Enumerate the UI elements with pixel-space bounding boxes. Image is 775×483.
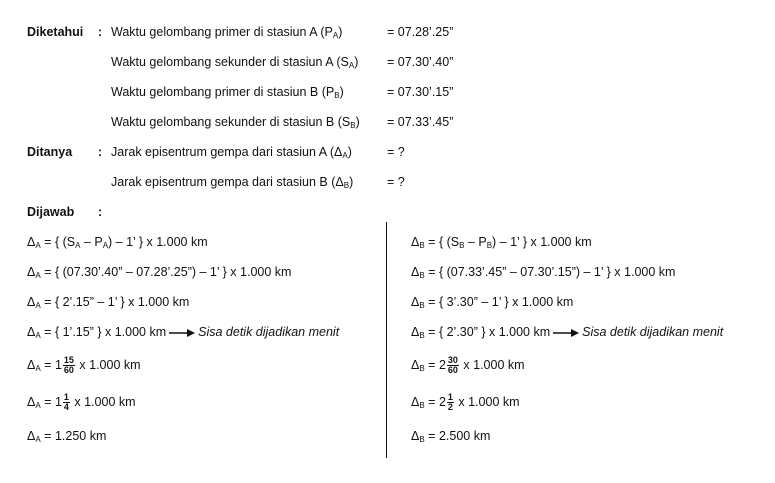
answer-colon: : bbox=[98, 205, 103, 219]
right-step-2: $\Delta_B$ = { (07.33’.45” – 07.30’.15”) – 1’ } x 1.000 km bbox=[411, 265, 676, 280]
left-step-1: $\Delta_A$ = { $(S_A - P_A) - 1$’ } x 1.000 km bbox=[27, 235, 208, 250]
answer-heading: Dijawab bbox=[27, 205, 75, 219]
right-step-7: $\Delta_B = 2.500$ km bbox=[411, 429, 491, 444]
given-row-3-label: Waktu gelombang primer di stasiun B $(P_B)$ bbox=[111, 85, 344, 100]
left-fraction-1: $\frac{15}{60}$ bbox=[63, 355, 74, 376]
left-step-6: $\Delta_A = 1$ $\frac{1}{4}$ x 1.000 km bbox=[27, 392, 136, 413]
left-fraction-2: $\frac{1}{4}$ bbox=[63, 392, 69, 413]
given-row-2-label: Waktu gelombang sekunder di stasiun A $(S_A)$ bbox=[111, 55, 359, 70]
left-step-3: $\Delta_A$ = { 2’.15” – 1’ } x 1.000 km bbox=[27, 295, 190, 310]
arrow-right-icon bbox=[553, 328, 579, 338]
asked-row-2-value: = ? bbox=[387, 175, 405, 189]
given-row-1-label: Waktu gelombang primer di stasiun A $(P_A)$ bbox=[111, 25, 343, 40]
given-row-1-value: = 07.28’.25” bbox=[387, 25, 454, 39]
asked-heading: Ditanya bbox=[27, 145, 73, 159]
right-step-4: $\Delta_B$ = { 2’.30” } x 1.000 km Sisa detik dijadikan menit bbox=[411, 325, 724, 340]
left-step-7: $\Delta_A = 1.250$ km bbox=[27, 429, 107, 444]
right-fraction-1: $\frac{30}{60}$ bbox=[447, 355, 458, 376]
asked-row-2-label: Jarak episentrum gempa dari stasiun B $(\Delta_B)$ bbox=[111, 175, 354, 190]
left-step-4: $\Delta_A$ = { 1’.15” } x 1.000 km Sisa detik dijadikan menit bbox=[27, 325, 340, 340]
right-note: Sisa detik dijadikan menit bbox=[582, 325, 724, 339]
left-step-5: $\Delta_A = 1$ $\frac{15}{60}$ x 1.000 km bbox=[27, 355, 141, 376]
left-step-2: $\Delta_A$ = { (07.30’.40” – 07.28’.25”) – 1’ } x 1.000 km bbox=[27, 265, 292, 280]
right-step-6: $\Delta_B = 2$ $\frac{1}{2}$ x 1.000 km bbox=[411, 392, 520, 413]
column-divider bbox=[386, 222, 387, 458]
given-row-4-value: = 07.33’.45” bbox=[387, 115, 454, 129]
arrow-right-icon bbox=[169, 328, 195, 338]
right-step-3: $\Delta_B$ = { 3’.30” – 1’ } x 1.000 km bbox=[411, 295, 574, 310]
right-step-1: $\Delta_B$ = { $(S_B - P_B) - 1$’ } x 1.000 km bbox=[411, 235, 592, 250]
given-heading: Diketahui bbox=[27, 25, 84, 39]
given-colon: : bbox=[98, 25, 103, 39]
asked-colon: : bbox=[98, 145, 103, 159]
asked-row-1-value: = ? bbox=[387, 145, 405, 159]
asked-row-1-label: Jarak episentrum gempa dari stasiun A $(\Delta_A)$ bbox=[111, 145, 352, 160]
right-step-5: $\Delta_B = 2$ $\frac{30}{60}$ x 1.000 km bbox=[411, 355, 525, 376]
given-row-2-value: = 07.30’.40” bbox=[387, 55, 454, 69]
left-note: Sisa detik dijadikan menit bbox=[198, 325, 340, 339]
given-row-3-value: = 07.30’.15” bbox=[387, 85, 454, 99]
given-row-4-label: Waktu gelombang sekunder di stasiun B $(S_B)$ bbox=[111, 115, 360, 130]
right-fraction-2: $\frac{1}{2}$ bbox=[447, 392, 453, 413]
